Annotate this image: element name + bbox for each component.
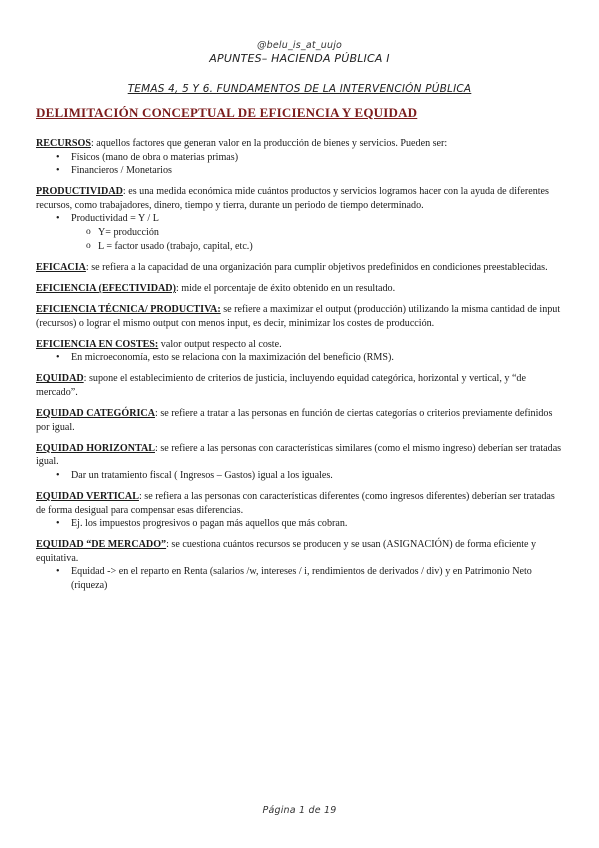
entry-eficiencia-tecnica <box>36 303 564 330</box>
entry-eficiencia-costes <box>36 338 564 365</box>
entry-equidad-mercado <box>36 538 564 592</box>
term: PRODUCTIVIDAD <box>36 186 123 198</box>
entry-eficacia <box>36 261 564 275</box>
term: EFICIENCIA EN COSTES: <box>36 338 159 350</box>
document-title: APUNTES– HACIENDA PÚBLICA I <box>209 52 390 65</box>
definition: : se refiere a las personas con características similares (como el mismo ingreso) deberían ser tratadas igual. <box>36 442 562 468</box>
definition: : supone el establecimiento de criterios de justicia, incluyendo equidad categórica, horizontal y vertical, y “de mercado”. <box>36 373 526 398</box>
page-number: Página 1 de 19 <box>262 805 337 816</box>
section-title: DELIMITACIÓN CONCEPTUAL DE EFICIENCIA Y EQUIDAD <box>36 105 418 120</box>
sub-bullet-item: o L = factor usado (trabajo, capital, etc.) <box>36 240 564 254</box>
term: EQUIDAD “DE MERCADO” <box>36 539 167 551</box>
bullet-item: • En microeconomía, esto se relaciona con la maximización del beneficio (RMS). <box>36 351 564 365</box>
definition: : se refiera a la capacidad de una organización para cumplir objetivos predefinidos en condiciones preestablecidas. <box>85 261 548 273</box>
author-handle: @belu_is_at_uujo <box>256 40 343 51</box>
bullet-item: • Equidad -> en el reparto en Renta (salarios /w, intereses / i, rendimientos de derivados / div) y en Patrimonio Neto (riqueza) <box>36 565 564 592</box>
term: EFICIENCIA (EFECTIVIDAD) <box>36 282 176 294</box>
definition: : mide el porcentaje de éxito obtenido en un resultado. <box>175 282 396 294</box>
definition: : aquellos factores que generan valor en la producción de bienes y servicios. Pueden ser: <box>90 138 448 149</box>
document-body <box>36 137 564 600</box>
term: EQUIDAD HORIZONTAL <box>36 442 155 454</box>
topic-heading: TEMAS 4, 5 Y 6. FUNDAMENTOS DE LA INTERVENCIÓN PÚBLICA <box>127 83 472 95</box>
definition: : se refiera a las personas con características diferentes (como ingresos diferentes) deberían ser tratadas de forma desigual para compensar esas diferencias. <box>36 490 555 516</box>
entry-equidad-categorica <box>36 407 564 434</box>
bullet-item: • Ej. los impuestos progresivos o pagan más aquellos que más cobran. <box>36 517 564 531</box>
term: EQUIDAD VERTICAL <box>36 490 139 502</box>
definition: : es una medida económica mide cuántos productos y servicios logramos hacer con la ayuda de diferentes recursos, como trabajadores, dinero, tiempo y tierra, durante un periodo de tiempo determinado. <box>36 186 549 211</box>
entry-eficiencia <box>36 282 564 296</box>
entry-equidad <box>36 372 564 399</box>
definition: : se cuestiona cuántos recursos se producen y se usan (ASIGNACIÓN) de forma eficiente y equitativa. <box>36 539 537 564</box>
entry-equidad-vertical <box>36 490 564 531</box>
definition: valor output respecto al coste. <box>158 338 282 350</box>
bullet-item: • Productividad = Y / L <box>36 212 564 226</box>
entry-productividad <box>36 185 564 253</box>
bullet-item: • Dar un tratamiento fiscal ( Ingresos – Gastos) igual a los iguales. <box>36 469 564 483</box>
term: EQUIDAD <box>36 373 84 385</box>
definition: : se refiere a tratar a las personas en función de ciertas categorías o criterios previamente definidos por igual. <box>36 408 553 433</box>
bullet-item: • Financieros / Monetarios <box>36 164 564 178</box>
definition: se refiere a maximizar el output (producción) utilizando la misma cantidad de input (recursos) o lograr el mismo output con menos input, es decir, minimizar los costes de producción. <box>36 303 561 329</box>
bullet-item: • Físicos (mano de obra o materias primas) <box>36 151 564 165</box>
term: RECURSOS <box>36 138 91 149</box>
sub-bullet-item: o Y= producción <box>36 226 564 240</box>
term: EQUIDAD CATEGÓRICA <box>36 408 155 419</box>
entry-recursos <box>36 137 564 178</box>
entry-equidad-horizontal <box>36 442 564 483</box>
term: EFICACIA <box>36 261 86 273</box>
term: EFICIENCIA TÉCNICA/ PRODUCTIVA: <box>36 303 221 315</box>
